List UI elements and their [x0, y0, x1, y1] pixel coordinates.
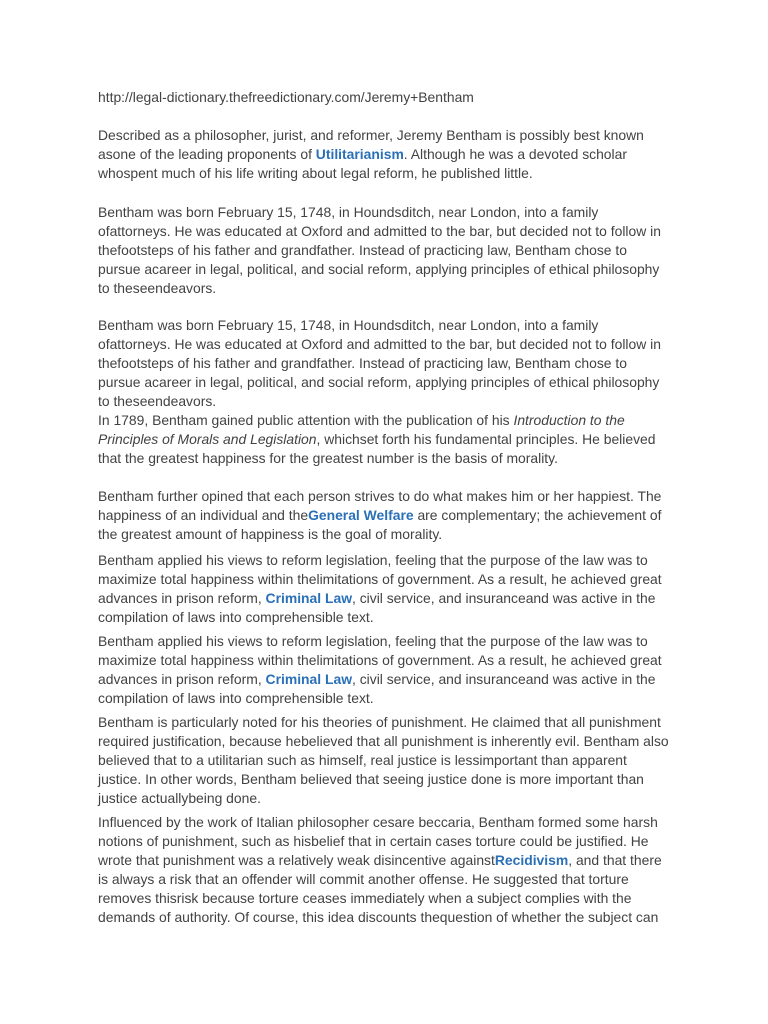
source-url: http://legal-dictionary.thefreedictionary.com/Jeremy+Bentham [98, 89, 474, 105]
paragraph-punishment-theory [98, 713, 669, 808]
text-line: justice. In other words, Bentham believed that seeing justice done is more important than [98, 771, 644, 787]
paragraph-torture [98, 813, 669, 927]
text-line: whospent much of his life writing about legal reform, he published little. [98, 165, 533, 181]
text-line: compilation of laws into comprehensible text. [98, 690, 374, 706]
text-segment: In 1789, Bentham gained public attention with the publication of his [98, 412, 514, 428]
book-title-italic: Principles of Morals and Legislation [98, 431, 317, 447]
text-line: Bentham is particularly noted for his theories of punishment. He claimed that all punishment [98, 714, 661, 730]
text-segment: , and that there [568, 852, 662, 868]
text-segment: asone of the leading proponents of [98, 146, 316, 162]
link-criminal-law[interactable]: Criminal Law [265, 671, 352, 687]
text-line: is always a risk that an offender will commit another offense. He suggested that torture [98, 871, 629, 887]
document-body [98, 88, 669, 927]
link-utilitarianism[interactable]: Utilitarianism [315, 146, 404, 162]
link-general-welfare[interactable]: General Welfare [308, 507, 414, 523]
paragraph-1789-publication [98, 411, 669, 468]
text-line: to theseendeavors. [98, 393, 217, 409]
text-segment: , whichset forth his fundamental principles. He believed [316, 431, 656, 447]
text-segment: happiness of an individual and the [98, 507, 309, 523]
text-line: ofattorneys. He was educated at Oxford and admitted to the bar, but decided not to follow in [98, 336, 661, 352]
text-line [98, 430, 669, 449]
text-line: Bentham applied his views to reform legislation, feeling that the purpose of the law was to [98, 552, 648, 568]
text-line: Influenced by the work of Italian philosopher cesare beccaria, Bentham formed some harsh [98, 814, 658, 830]
text-line [98, 670, 669, 689]
text-line: maximize total happiness within thelimitations of government. As a result, he achieved great [98, 652, 662, 668]
text-segment: , civil service, and insuranceand was active in the [352, 590, 656, 606]
text-segment: . Although he was a devoted scholar [403, 146, 627, 162]
text-segment: are complementary; the achievement of [413, 507, 662, 523]
text-line [98, 589, 669, 608]
link-criminal-law[interactable]: Criminal Law [265, 590, 352, 606]
text-line [98, 506, 669, 525]
text-line [98, 145, 669, 164]
text-line: the greatest amount of happiness is the goal of morality. [98, 526, 443, 542]
text-segment: wrote that punishment was a relatively weak disincentive against [98, 852, 495, 868]
text-segment: advances in prison reform, [98, 590, 266, 606]
paragraph-biography [98, 203, 669, 298]
text-line [98, 851, 669, 870]
text-line: thefootsteps of his father and grandfather. Instead of practicing law, Bentham chose to [98, 355, 627, 371]
text-line: pursue acareer in legal, political, and social reform, applying principles of ethical philosophy [98, 261, 660, 277]
text-line: Bentham was born February 15, 1748, in Houndsditch, near London, into a family [98, 204, 599, 220]
text-line: Bentham further opined that each person strives to do what makes him or her happiest. The [98, 488, 662, 504]
text-line: Bentham applied his views to reform legislation, feeling that the purpose of the law was to [98, 633, 648, 649]
text-line: thefootsteps of his father and grandfather. Instead of practicing law, Bentham chose to [98, 242, 627, 258]
link-recidivism[interactable]: Recidivism [494, 852, 569, 868]
text-line: maximize total happiness within thelimitations of government. As a result, he achieved great [98, 571, 662, 587]
text-segment: advances in prison reform, [98, 671, 266, 687]
paragraph-reform [98, 551, 669, 627]
paragraph-intro [98, 126, 669, 183]
text-line: notions of punishment, such as hisbelief that in certain cases torture could be justified. He [98, 833, 649, 849]
text-line [98, 411, 669, 430]
text-line: that the greatest happiness for the greatest number is the basis of morality. [98, 450, 558, 466]
text-segment: , civil service, and insuranceand was active in the [352, 671, 656, 687]
text-line: justice actuallybeing done. [98, 790, 261, 806]
text-line: required justification, because hebelieved that all punishment is inherently evil. Bentham also [98, 733, 669, 749]
text-line: believed that to a utilitarian such as himself, real justice is lessimportant than apparent [98, 752, 627, 768]
text-line: pursue acareer in legal, political, and social reform, applying principles of ethical philosophy [98, 374, 660, 390]
text-line: Described as a philosopher, jurist, and reformer, Jeremy Bentham is possibly best known [98, 127, 644, 143]
text-line: compilation of laws into comprehensible text. [98, 609, 374, 625]
text-line: ofattorneys. He was educated at Oxford and admitted to the bar, but decided not to follow in [98, 223, 661, 239]
text-line: demands of authority. Of course, this idea discounts thequestion of whether the subject can [98, 909, 659, 925]
text-line: removes thisrisk because torture ceases immediately when a subject complies with the [98, 890, 632, 906]
paragraph-reform-repeat [98, 632, 669, 708]
text-line: Bentham was born February 15, 1748, in Houndsditch, near London, into a family [98, 317, 599, 333]
book-title-italic: Introduction to the [513, 412, 625, 428]
paragraph-biography-repeat [98, 316, 669, 411]
text-line: to theseendeavors. [98, 280, 217, 296]
paragraph-happiness [98, 487, 669, 544]
